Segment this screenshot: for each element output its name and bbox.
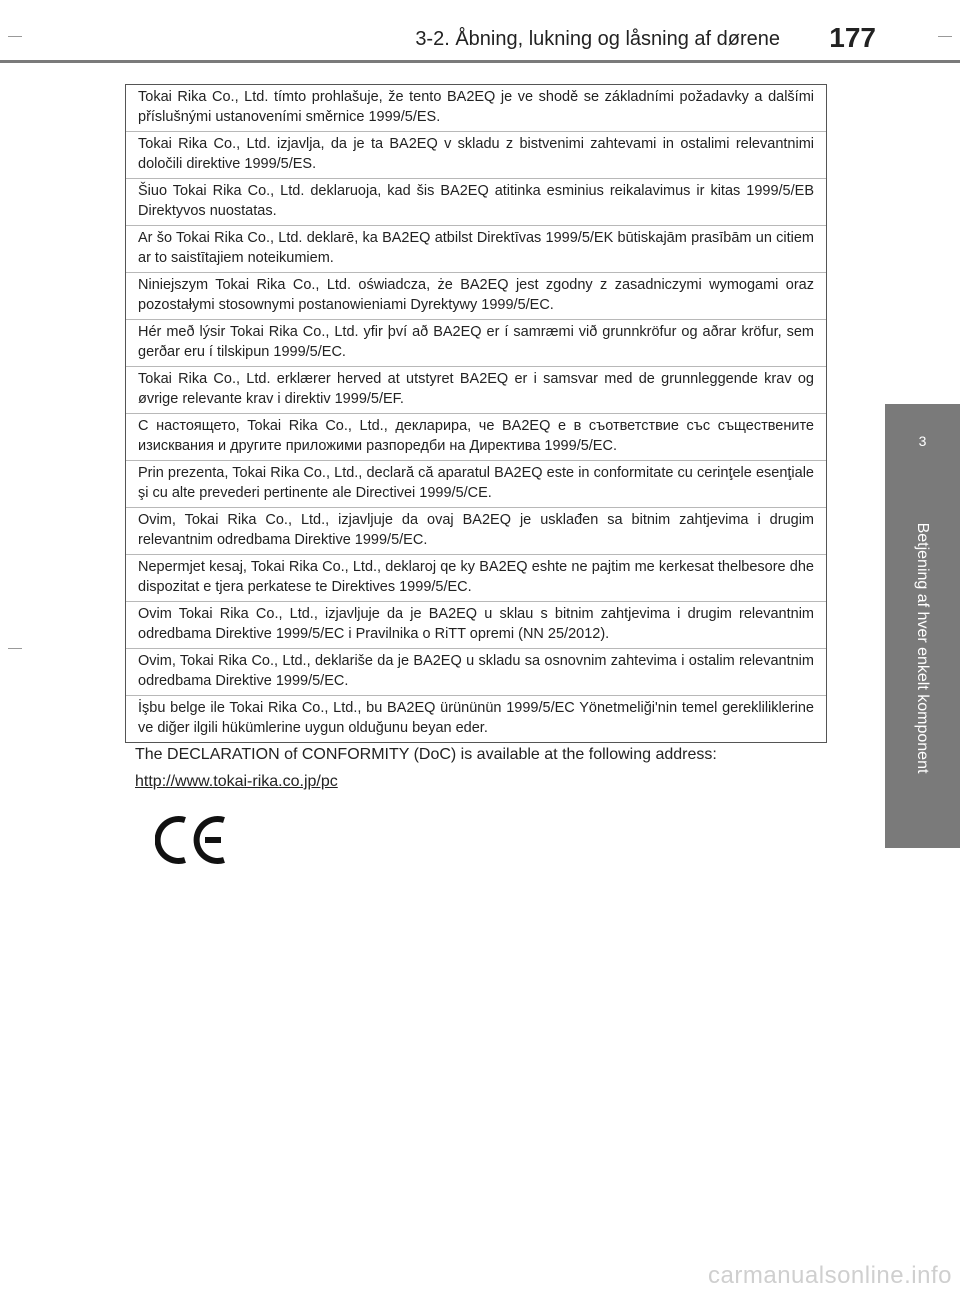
page-number: 177 — [829, 22, 876, 53]
declaration-lt: Šiuo Tokai Rika Co., Ltd. deklaruoja, kad šis BA2EQ atitinka esminius reikalavimus ir kitas 1999/5/EB Direktyvos nuostatas. — [126, 178, 826, 225]
declaration-ro: Prin prezenta, Tokai Rika Co., Ltd., declară că aparatul BA2EQ este in conformitate cu cerinţele esenţiale şi cu alte prevederi pertinente ale Directivei 1999/5/CE. — [126, 460, 826, 507]
declaration-sq: Nepermjet kesaj, Tokai Rika Co., Ltd., deklaroj qe ky BA2EQ eshte ne pajtim me kerkesat thelbesore dhe dispozitat e tjera perkatese te Direktives 1999/5/EC. — [126, 554, 826, 601]
declaration-tr: İşbu belge ile Tokai Rika Co., Ltd., bu BA2EQ ürününün 1999/5/EC Yönetmeliği'nin temel gerekliliklerine ve diğer ilgili hükümlerine uygun olduğunu beyan eder. — [126, 695, 826, 742]
ce-mark-icon — [155, 814, 229, 866]
watermark: carmanualsonline.info — [708, 1262, 952, 1289]
doc-statement: The DECLARATION of CONFORMITY (DoC) is available at the following address: — [135, 746, 717, 763]
header-rule — [0, 60, 960, 63]
page-header — [0, 0, 960, 62]
doc-url-link[interactable]: http://www.tokai-rika.co.jp/pc — [135, 773, 338, 790]
declaration-sl: Tokai Rika Co., Ltd. izjavlja, da je ta BA2EQ v skladu z bistvenimi zahtevami in ostalimi relevantnimi določili direktive 1999/5/ES. — [126, 131, 826, 178]
chapter-tab — [885, 404, 960, 478]
crop-mark — [8, 36, 22, 37]
declaration-bs: Ovim, Tokai Rika Co., Ltd., izjavljuje da ovaj BA2EQ je usklađen sa bitnim zahtjevima i drugim relevantnim odredbama Direktive 1999/5/EC. — [126, 507, 826, 554]
crop-mark — [938, 36, 952, 37]
section-title: 3-2. Åbning, lukning og låsning af dørene — [415, 28, 780, 50]
declaration-cs: Tokai Rika Co., Ltd. tímto prohlašuje, že tento BA2EQ je ve shodě se základními požadavky a dalšími příslušnými ustanoveními směrnice 1999/5/ES. — [138, 89, 814, 125]
declaration-hr: Ovim Tokai Rika Co., Ltd., izjavljuje da je BA2EQ u sklau s bitnim zahtjevima i drugim relevantnim odredbama Direktive 1999/5/EC i Pravilnika o RiTT opremi (NN 25/2012). — [126, 601, 826, 648]
crop-mark — [8, 648, 22, 649]
chapter-number: 3 — [918, 433, 927, 449]
declaration-bg: С настоящето, Tokai Rika Co., Ltd., декларира, че BA2EQ е в съответствие със съществените изисквания и другите приложими разпоредби на Директива 1999/5/ЕС. — [126, 413, 826, 460]
declaration-no: Tokai Rika Co., Ltd. erklærer herved at utstyret BA2EQ er i samsvar med de grunnleggende krav og øvrige relevante krav i direktiv 1999/5/EF. — [126, 366, 826, 413]
declaration-lv: Ar šo Tokai Rika Co., Ltd. deklarē, ka BA2EQ atbilst Direktīvas 1999/5/EK būtiskajām prasībām un citiem ar to saistītajiem noteikumiem. — [126, 225, 826, 272]
declaration-is: Hér með lýsir Tokai Rika Co., Ltd. yfir því að BA2EQ er í samræmi við grunnkröfur og aðrar kröfur, sem gerðar eru í tilskipun 1999/5/EC. — [126, 319, 826, 366]
declaration-sr: Ovim, Tokai Rika Co., Ltd., deklariše da je BA2EQ u skladu sa osnovnim zahtevima i ostalim relevantnim odredbama Direktive 1999/5/EC. — [126, 648, 826, 695]
chapter-title: Betjening af hver enkelt komponent — [914, 522, 931, 774]
declaration-pl: Niniejszym Tokai Rika Co., Ltd. oświadcza, że BA2EQ jest zgodny z zasadniczymi wymogami oraz pozostałymi stosownymi postanowieniami Dyrektywy 1999/5/EC. — [126, 272, 826, 319]
declaration-table — [125, 84, 827, 743]
